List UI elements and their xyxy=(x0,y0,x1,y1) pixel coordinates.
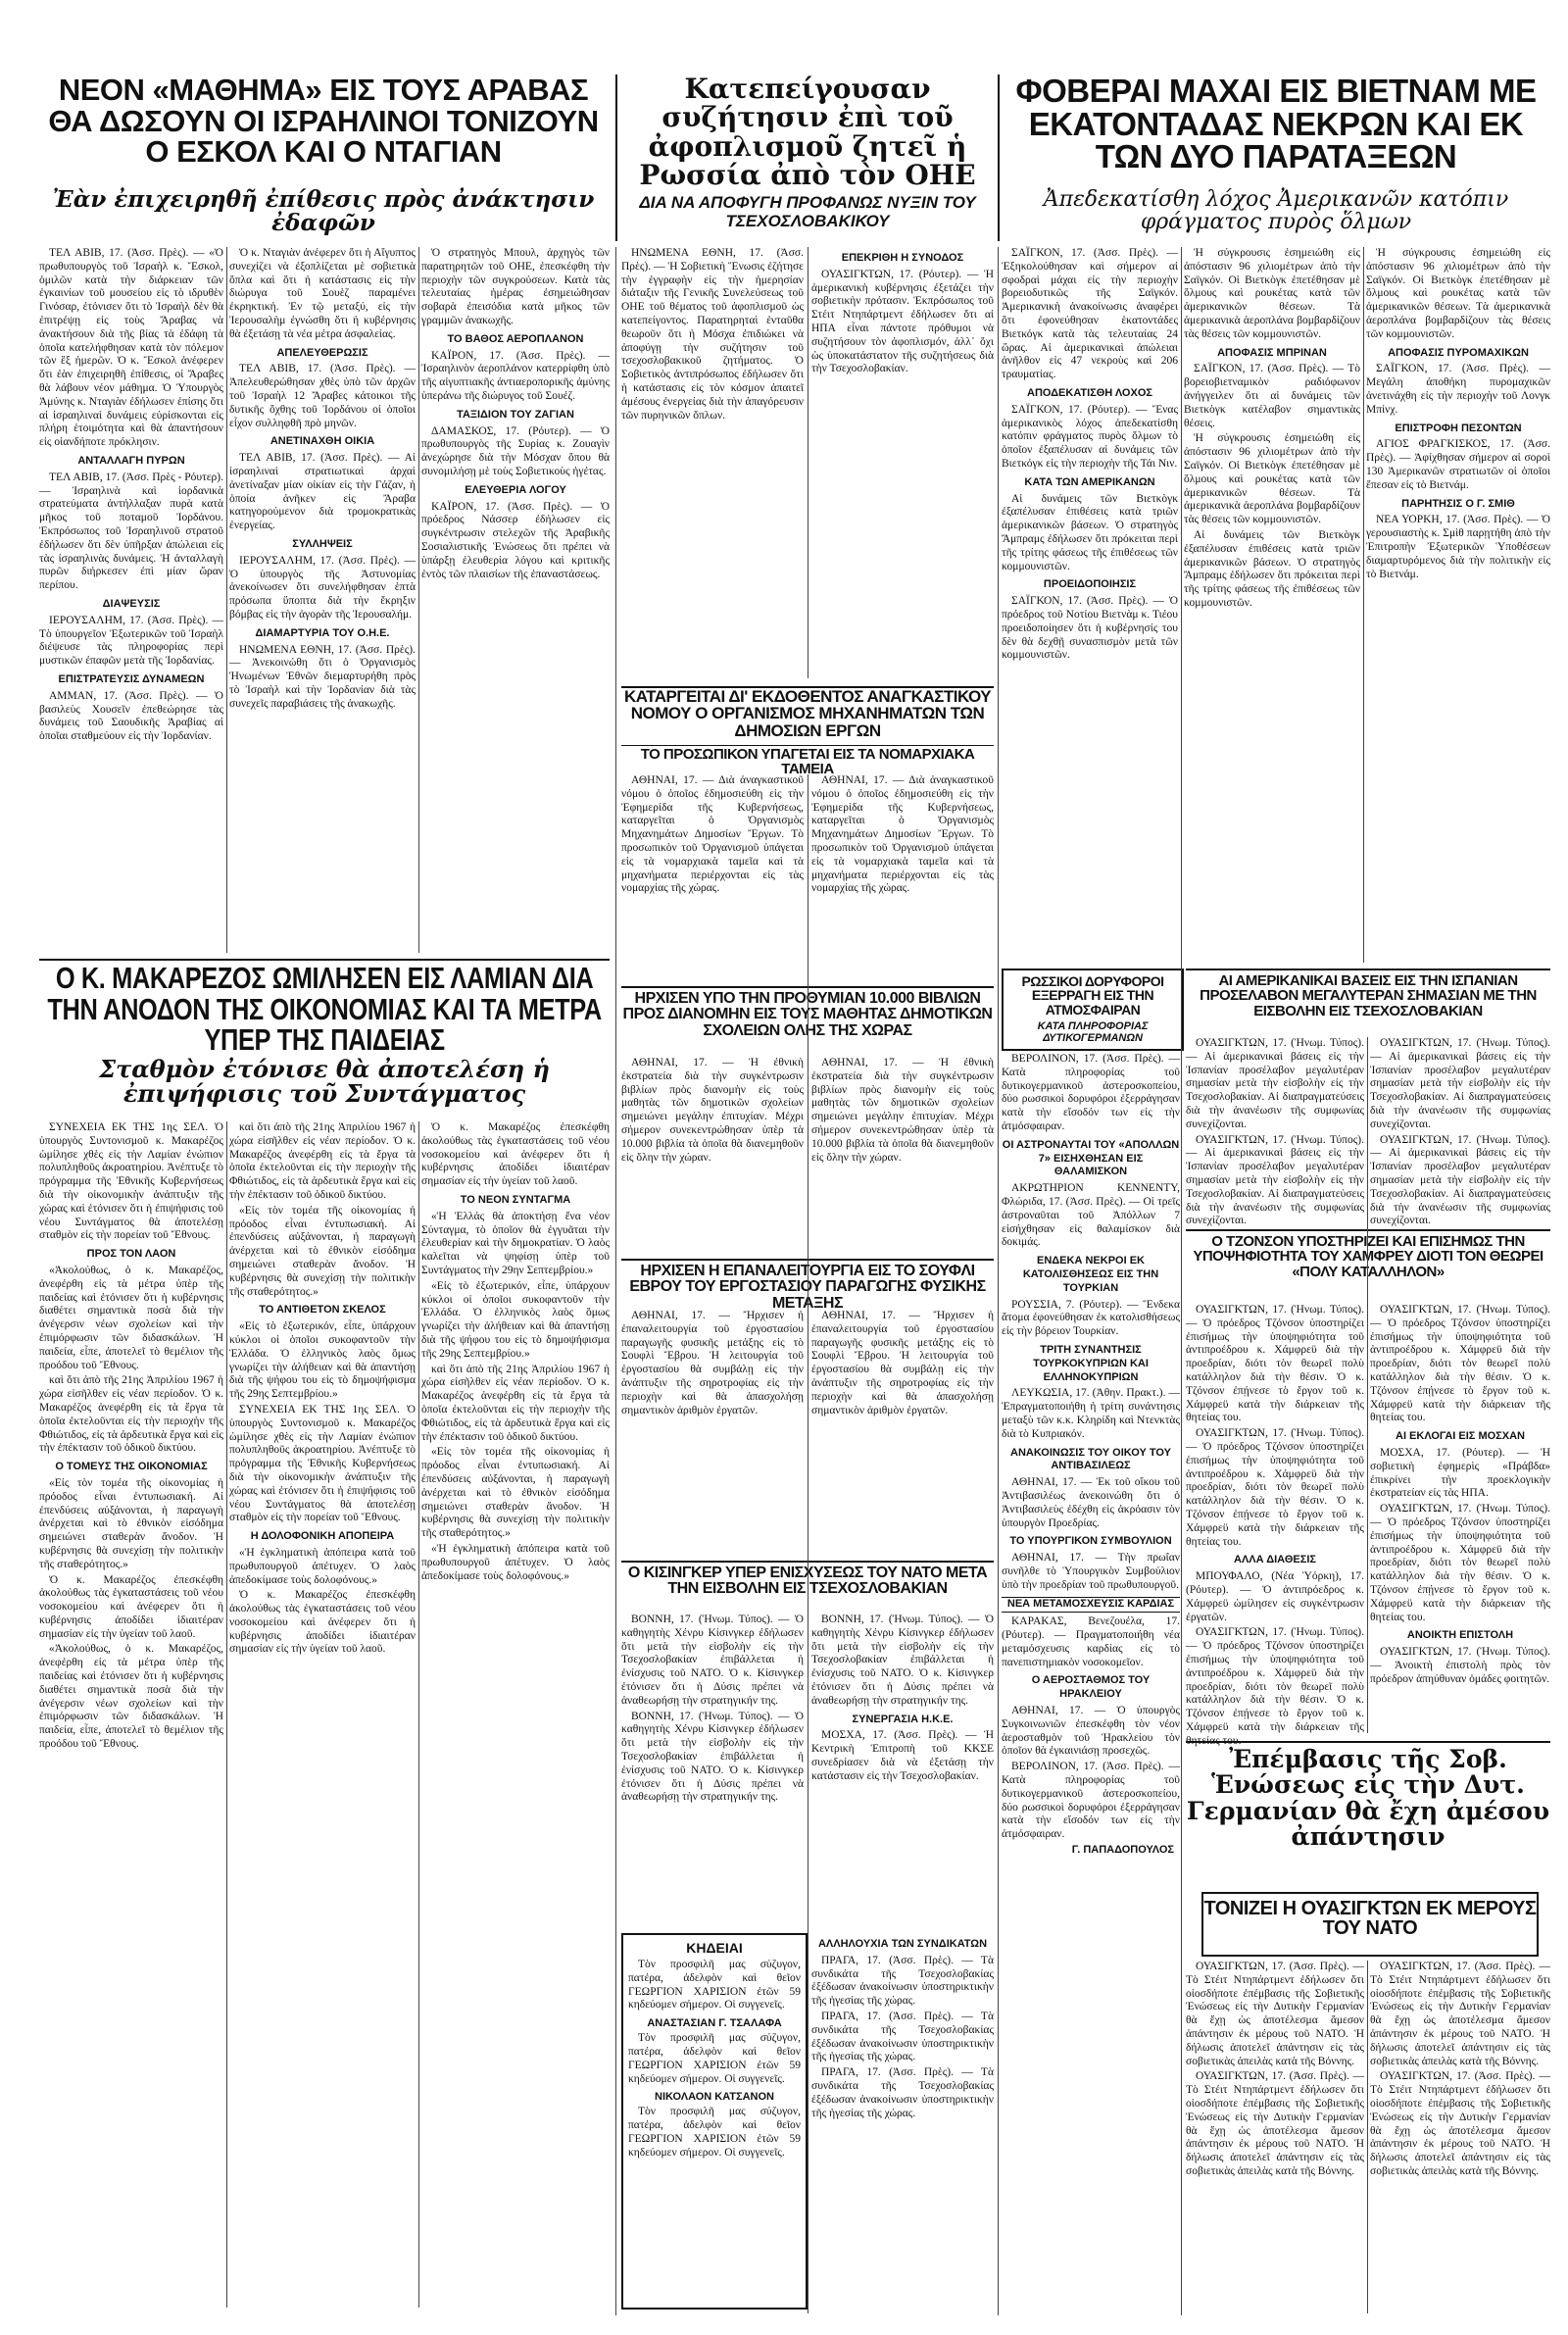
israel-column-3: Ὁ στρατηγὸς Μπουλ, ἀρχηγὸς τῶν παρατηρητῶν τοῦ ΟΗΕ, ἐπεσκέφθη τὴν περιοχὴν τῶν συγκρούσεων. Κατὰ τὰς τελευταίας ἡμέρας ἐσημειώθησαν σοβαρὰ ἐπεισόδια κατὰ μῆκος τῶν γραμμῶν ἀνακωχῆς. ΤΟ ΒΑΘΟΣ ΑΕΡΟΠΛΑΝΟΝ ΚΑΪΡΟΝ, 17. (Ἀσσ. Πρὲς). — Ἰσραηλινὸν ἀεροπλάνον κατερρίφθη ὑπὸ τῆς αἰγυπτιακῆς ἀντιαεροπορικῆς ἀμύνης ὑπεράνω τῆς διώρυγος τοῦ Σουέζ. ΤΑΞΙΔΙΟΝ ΤΟΥ ΖΑΓΙΑΝ ΔΑΜΑΣΚΟΣ, 17. (Ρόυτερ). — Ὁ πρωθυπουργὸς τῆς Συρίας κ. Ζουαγὶν ἀνεχώρησε διὰ τὴν Μόσχαν ὅπου θὰ συνομιλήσῃ μὲ τοὺς Σοβιετικοὺς ἡγέτας. ΕΛΕΥΘΕΡΙΑ ΛΟΓΟΥ ΚΑΪΡΟΝ, 17. (Ἀσσ. Πρὲς). — Ὁ πρόεδρος Νάσσερ ἐδήλωσεν εἰς συγκέντρωσιν στελεχῶν τῆς Ἀραβικῆς Σοσιαλιστικῆς Ἑνώσεως ὅτι πρέπει νὰ ὑπάρξῃ ἐλευθερία λόγου καὶ κριτικῆς ἐντὸς τῶν πλαισίων τῆς ἐπαναστάσεως. xyxy=(421,247,610,580)
humphrey-column-2: ΟΥΑΣΙΓΚΤΩΝ, 17. (Ἡνωμ. Τύπος). — Ὁ πρόεδρος Τζόνσον ὑποστηρίζει ἐπισήμως τὴν ὑποψηφιότητα τοῦ ἀντιπροέδρου κ. Χάμφρεϋ διὰ τὴν προεδρίαν, διότι τὸν θεωρεῖ πολὺ κατάλληλον διὰ τὴν θέσιν. Ὁ κ. Τζόνσον ἐπῄνεσε τὸ ἔργον τοῦ κ. Χάμφρεϋ κατὰ τὴν διάρκειαν τῆς θητείας του. ΑΙ ΕΚΛΟΓΑΙ ΕΙΣ ΜΟΣΧΑΝ ΜΟΣΧΑ, 17. (Ρόυτερ). — Ἡ σοβιετικὴ ἐφημερὶς «Πράβδα» ἐπικρίνει τὴν προεκλογικὴν ἐκστρατείαν εἰς τὰς ΗΠΑ. ΟΥΑΣΙΓΚΤΩΝ, 17. (Ἡνωμ. Τύπος). — Ὁ πρόεδρος Τζόνσον ὑποστηρίζει ἐπισήμως τὴν ὑποψηφιότητα τοῦ ἀντιπροέδρου κ. Χάμφρεϋ διὰ τὴν προεδρίαν, διότι τὸν θεωρεῖ πολὺ κατάλληλον διὰ τὴν θέσιν. Ὁ κ. Τζόνσον ἐπῄνεσε τὸ ἔργον τοῦ κ. Χάμφρεϋ κατὰ τὴν διάρκειαν τῆς θητείας του. ΑΝΟΙΚΤΗ ΕΠΙΣΤΟΛΗ ΟΥΑΣΙΓΚΤΩΝ, 17. (Ἡνωμ. Τύπος). — Ἀνοικτὴ ἐπιστολὴ πρὸς τὸν πρόεδρον ἀπηύθυναν ὁμάδες φοιτητῶν. xyxy=(1370,1304,1550,1685)
headline-germany: Ἐπέμβασις τῆς Σοβ. Ἑνώσεως εἰς τὴν Δυτ. Γερμανίαν θὰ ἔχη ἀμέσου ἀπάντησιν xyxy=(1186,1745,1550,1851)
funeral-notices: ΚΗΔΕΙΑΙ Τὸν προσφιλῆ μας σύζυγον, πατέρα, ἀδελφὸν καὶ θεῖον ΓΕΩΡΓΙΟΝ ΧΑΡΙΣΙΟΝ ἐτῶν 59 κηδεύομεν σήμερον. Οἱ συγγενεῖς. ΑΝΑΣΤΑΣΙΑΝ Γ. ΤΣΑΛΑΦΑ Τὸν προσφιλῆ μας σύζυγον, πατέρα, ἀδελφὸν καὶ θεῖον ΓΕΩΡΓΙΟΝ ΧΑΡΙΣΙΟΝ ἐτῶν 59 κηδεύομεν σήμερον. Οἱ συγγενεῖς. ΝΙΚΟΛΑΟΝ ΚΑΤΣΑΝΟΝ Τὸν προσφιλῆ μας σύζυγον, πατέρα, ἀδελφὸν καὶ θεῖον ΓΕΩΡΓΙΟΝ ΧΑΡΙΣΙΟΝ ἐτῶν 59 κηδεύομεν σήμερον. Οἱ συγγενεῖς. xyxy=(621,1933,808,2310)
humphrey-column-1: ΟΥΑΣΙΓΚΤΩΝ, 17. (Ἡνωμ. Τύπος). — Ὁ πρόεδρος Τζόνσον ὑποστηρίζει ἐπισήμως τὴν ὑποψηφιότητα τοῦ ἀντιπροέδρου κ. Χάμφρεϋ διὰ τὴν προεδρίαν, διότι τὸν θεωρεῖ πολὺ κατάλληλον διὰ τὴν θέσιν. Ὁ κ. Τζόνσον ἐπῄνεσε τὸ ἔργον τοῦ κ. Χάμφρεϋ κατὰ τὴν διάρκειαν τῆς θητείας του. ΟΥΑΣΙΓΚΤΩΝ, 17. (Ἡνωμ. Τύπος). — Ὁ πρόεδρος Τζόνσον ὑποστηρίζει ἐπισήμως τὴν ὑποψηφιότητα τοῦ ἀντιπροέδρου κ. Χάμφρεϋ διὰ τὴν προεδρίαν, διότι τὸν θεωρεῖ πολὺ κατάλληλον διὰ τὴν θέσιν. Ὁ κ. Τζόνσον ἐπῄνεσε τὸ ἔργον τοῦ κ. Χάμφρεϋ κατὰ τὴν διάρκειαν τῆς θητείας του. ΑΛΛΑ ΔΙΑΘΕΣΙΣ ΜΠΟΥΦΑΛΟ, (Νέα Ὑόρκη), 17. (Ρόυτερ). — Ὁ ἀντιπρόεδρος κ. Χάμφρεϋ ὡμίλησεν εἰς συγκέντρωσιν ἐργατῶν. ΟΥΑΣΙΓΚΤΩΝ, 17. (Ἡνωμ. Τύπος). — Ὁ πρόεδρος Τζόνσον ὑποστηρίζει ἐπισήμως τὴν ὑποψηφιότητα τοῦ ἀντιπροέδρου κ. Χάμφρεϋ διὰ τὴν προεδρίαν, διότι τὸν θεωρεῖ πολὺ κατάλληλον διὰ τὴν θέσιν. Ὁ κ. Τζόνσον ἐπῄνεσε τὸ ἔργον τοῦ κ. Χάμφρεϋ κατὰ τὴν διάρκειαν τῆς θητείας του. xyxy=(1186,1304,1364,1747)
column-rule xyxy=(1181,247,1182,2315)
headline-kissinger: Ο ΚΙΣΙΝΓΚΕΡ ΥΠΕΡ ΕΝΙΣΧΥΣΕΩΣ ΤΟΥ ΝΑΤΟ ΜΕΤΑ ΤΗΝ ΕΙΣΒΟΛΗΝ ΕΙΣ ΤΣΕΧΟΣΛΟΒΑΚΙΑΝ xyxy=(627,1565,988,1598)
makarezos-column-1: ΣΥΝΕΧΕΙΑ ΕΚ ΤΗΣ 1ης ΣΕΛ. Ὁ ὑπουργὸς Συντονισμοῦ κ. Μακαρέζος ὡμίλησε χθὲς εἰς τὴν Λαμίαν ἐνώπιον πολυπληθοῦς ἀκροατηρίου. Ἀνέπτυξε τὸ πρόγραμμα τῆς Ἐθνικῆς Κυβερνήσεως διὰ τὴν οἰκονομικὴν ἀνάπτυξιν τῆς χώρας καὶ ἐτόνισεν ὅτι ἡ ἐπιψήφισις τοῦ νέου Συντάγματος θὰ ἀποτελέσῃ σταθμὸν εἰς τὴν πορείαν τοῦ Ἔθνους. ΠΡΟΣ ΤΟΝ ΛΑΟΝ «Ἀκολούθως, ὁ κ. Μακαρέζος, ἀνεφέρθη εἰς τὰ μέτρα ὑπὲρ τῆς παιδείας καὶ ἐτόνισεν ὅτι ἡ κυβέρνησις διαθέτει σημαντικὰ ποσὰ διὰ τὴν ἀνέγερσιν νέων σχολείων καὶ τὴν ἐπιμόρφωσιν τῶν διδασκάλων. Ἡ παιδεία, εἶπε, ἀποτελεῖ τὸ θεμέλιον τῆς προόδου τοῦ Ἔθνους. καὶ ὅτι ἀπὸ τῆς 21ης Ἀπριλίου 1967 ἡ χώρα εἰσῆλθεν εἰς νέαν περίοδον. Ὁ κ. Μακαρέζος ἀνεφέρθη εἰς τὰ ἔργα τὰ ὁποῖα ἐκτελοῦνται εἰς τὴν περιοχὴν τῆς Φθιώτιδος, εἰς τὰ ἀρδευτικὰ ἔργα καὶ εἰς τὴν ἐπέκτασιν τοῦ ὁδικοῦ δικτύου. Ο ΤΟΜΕΥΣ ΤΗΣ ΟΙΚΟΝΟΜΙΑΣ «Εἰς τὸν τομέα τῆς οἰκονομίας ἡ πρόοδος εἶναι ἐντυπωσιακή. Αἱ ἐπενδύσεις αὐξάνονται, ἡ παραγωγὴ ἀνέρχεται καὶ τὸ ἐθνικὸν εἰσόδημα σημειώνει σταθερὰν ἄνοδον. Ἡ κυβέρνησις θὰ συνεχίσῃ τὴν πολιτικὴν τῆς σταθερότητος.» Ὁ κ. Μακαρέζος ἐπεσκέφθη ἀκολούθως τὰς ἐγκαταστάσεις τοῦ νέου νοσοκομείου καὶ ἀνέφερεν ὅτι ἡ κυβέρνησις ἀποδίδει ἰδιαιτέραν σημασίαν εἰς τὴν ὑγείαν τοῦ λαοῦ. «Ἀκολούθως, ὁ κ. Μακαρέζος, ἀνεφέρθη εἰς τὰ μέτρα ὑπὲρ τῆς παιδείας καὶ ἐτόνισεν ὅτι ἡ κυβέρνησις διαθέτει σημαντικὰ ποσὰ διὰ τὴν ἀνέγερσιν νέων σχολείων καὶ τὴν ἐπιμόρφωσιν τῶν διδασκάλων. Ἡ παιδεία, εἶπε, ἀποτελεῖ τὸ θεμέλιον τῆς προόδου τοῦ Ἔθνους. xyxy=(39,1121,223,1751)
column-rule xyxy=(418,247,419,953)
column-rule xyxy=(615,75,618,241)
makarezos-column-2: καὶ ὅτι ἀπὸ τῆς 21ης Ἀπριλίου 1967 ἡ χώρα εἰσῆλθεν εἰς νέαν περίοδον. Ὁ κ. Μακαρέζος ἀνεφέρθη εἰς τὰ ἔργα τὰ ὁποῖα ἐκτελοῦνται εἰς τὴν περιοχὴν τῆς Φθιώτιδος, εἰς τὰ ἀρδευτικὰ ἔργα καὶ εἰς τὴν ἐπέκτασιν τοῦ ὁδικοῦ δικτύου. «Εἰς τὸν τομέα τῆς οἰκονομίας ἡ πρόοδος εἶναι ἐντυπωσιακή. Αἱ ἐπενδύσεις αὐξάνονται, ἡ παραγωγὴ ἀνέρχεται καὶ τὸ ἐθνικὸν εἰσόδημα σημειώνει σταθερὰν ἄνοδον. Ἡ κυβέρνησις θὰ συνεχίσῃ τὴν πολιτικὴν τῆς σταθερότητος.» ΤΟ ΑΝΤΙΘΕΤΟΝ ΣΚΕΛΟΣ «Εἰς τὸ ἐξωτερικόν, εἶπε, ὑπάρχουν κύκλοι οἱ ὁποῖοι συκοφαντοῦν τὴν Ἑλλάδα. Ὁ ἑλληνικὸς λαὸς ὅμως γνωρίζει τὴν ἀλήθειαν καὶ θὰ ἀπαντήσῃ διὰ τῆς ψήφου του εἰς τὸ δημοψήφισμα τῆς 29ης Σεπτεμβρίου.» ΣΥΝΕΧΕΙΑ ΕΚ ΤΗΣ 1ης ΣΕΛ. Ὁ ὑπουργὸς Συντονισμοῦ κ. Μακαρέζος ὡμίλησε χθὲς εἰς τὴν Λαμίαν ἐνώπιον πολυπληθοῦς ἀκροατηρίου. Ἀνέπτυξε τὸ πρόγραμμα τῆς Ἐθνικῆς Κυβερνήσεως διὰ τὴν οἰκονομικὴν ἀνάπτυξιν τῆς χώρας καὶ ἐτόνισεν ὅτι ἡ ἐπιψήφισις τοῦ νέου Συντάγματος θὰ ἀποτελέσῃ σταθμὸν εἰς τὴν πορείαν τοῦ Ἔθνους. Η ΔΟΛΟΦΟΝΙΚΗ ΑΠΟΠΕΙΡΑ «Ἡ ἐγκληματικὴ ἀπόπειρα κατὰ τοῦ πρωθυπουργοῦ ἀπέτυχεν. Ὁ λαὸς ἀπεδοκίμασε τοὺς δολοφόνους.» Ὁ κ. Μακαρέζος ἐπεσκέφθη ἀκολούθως τὰς ἐγκαταστάσεις τοῦ νέου νοσοκομείου καὶ ἀνέφερεν ὅτι ἡ κυβέρνησις ἀποδίδει ἰδιαιτέραν σημασίαν εἰς τὴν ὑγείαν τοῦ λαοῦ. xyxy=(229,1121,416,1656)
headline-ussr: Κατεπείγουσαν συζήτησιν ἐπὶ τοῦ ἀφοπλισμοῦ ζητεῖ ἡ Ρωσσία ἀπὸ τὸν ΟΗΕ xyxy=(639,73,976,192)
satellites-headline-box xyxy=(1002,969,1184,1051)
subheadline-vietnam: Ἀπεδεκατίσθη λόχος Ἀμερικανῶν κατόπιν φράγματος πυρὸς ὅλμων xyxy=(1043,187,1509,235)
headline-satellites: ΡΩΣΣΙΚΟΙ ΔΟΡΥΦΟΡΟΙ ΕΞΕΡΡΑΓΗ ΕΙΣ ΤΗΝ ΑΤΜΟΣΦΑΙΡΑΝ xyxy=(1021,973,1164,1018)
ussr-column-1: ΗΝΩΜΕΝΑ ΕΘΝΗ, 17. (Ἀσσ. Πρὲς). — Ἡ Σοβιετικὴ Ἕνωσις ἐζήτησε τὴν ἐγγραφὴν εἰς τὴν ἡμερησίαν διάταξιν τῆς Γενικῆς Συνελεύσεως τοῦ ΟΗΕ τοῦ θέματος τοῦ ἀφοπλισμοῦ ὡς κατεπείγοντος. Παρατηρηταὶ ἐνταῦθα θεωροῦν ὅτι ἡ Μόσχα ἐπιδιώκει νὰ ἀποφύγῃ τὴν συζήτησιν τοῦ τσεχοσλοβακικοῦ ζητήματος. Ὁ Σοβιετικὸς ἀντιπρόσωπος ἐδήλωσεν ὅτι ἡ κατάστασις εἰς τὸν κόσμον ἀπαιτεῖ ἀμέσους ἐνεργείας διὰ τὴν ἀπαγόρευσιν τῶν πυρηνικῶν ὅπλων. xyxy=(621,247,804,422)
spain-column-2: ΟΥΑΣΙΓΚΤΩΝ, 17. (Ἡνωμ. Τύπος). — Αἱ ἀμερικανικαὶ βάσεις εἰς τὴν Ἰσπανίαν προσέλαβον μεγαλυτέραν σημασίαν μετὰ τὴν εἰσβολὴν εἰς τὴν Τσεχοσλοβακίαν. Αἱ διαπραγματεύσεις διὰ τὴν ἀνανέωσιν τῆς συμφωνίας συνεχίζονται. ΟΥΑΣΙΓΚΤΩΝ, 17. (Ἡνωμ. Τύπος). — Αἱ ἀμερικανικαὶ βάσεις εἰς τὴν Ἰσπανίαν προσέλαβον μεγαλυτέραν σημασίαν μετὰ τὴν εἰσβολὴν εἰς τὴν Τσεχοσλοβακίαν. Αἱ διαπραγματεύσεις διὰ τὴν ἀνανέωσιν τῆς συμφωνίας συνεχίζονται. xyxy=(1370,1037,1550,1227)
headline-vietnam: ΦΟΒΕΡΑΙ ΜΑΧΑΙ ΕΙΣ ΒΙΕΤΝΑΜ ΜΕ ΕΚΑΤΟΝΤΑΔΑΣ ΝΕΚΡΩΝ ΚΑΙ ΕΚ ΤΩΝ ΔΥΟ ΠΑΡΑΤΑΞΕΩΝ xyxy=(1015,73,1537,175)
headline-israel: ΝΕΟΝ «ΜΑΘΗΜΑ» ΕΙΣ ΤΟΥΣ ΑΡΑΒΑΣ ΘΑ ΔΩΣΟΥΝ ΟΙ ΙΣΡΑΗΛΙΝΟΙ ΤΟΝΙΖΟΥΝ Ο ΕΣΚΟΛ ΚΑΙ Ο ΝΤΑΓΙΑΝ xyxy=(48,73,599,170)
subheadline-makarezos: Σταθμὸν ἐτόνισε θὰ ἀποτελέση ἡ ἐπιψήφισις τοῦ Συντάγματος xyxy=(99,1055,550,1109)
spain-column-1: ΟΥΑΣΙΓΚΤΩΝ, 17. (Ἡνωμ. Τύπος). — Αἱ ἀμερικανικαὶ βάσεις εἰς τὴν Ἰσπανίαν προσέλαβον μεγαλυτέραν σημασίαν μετὰ τὴν εἰσβολὴν εἰς τὴν Τσεχοσλοβακίαν. Αἱ διαπραγματεύσεις διὰ τὴν ἀνανέωσιν τῆς συμφωνίας συνεχίζονται. ΟΥΑΣΙΓΚΤΩΝ, 17. (Ἡνωμ. Τύπος). — Αἱ ἀμερικανικαὶ βάσεις εἰς τὴν Ἰσπανίαν προσέλαβον μεγαλυτέραν σημασίαν μετὰ τὴν εἰσβολὴν εἰς τὴν Τσεχοσλοβακίαν. Αἱ διαπραγματεύσεις διὰ τὴν ἀνανέωσιν τῆς συμφωνίας συνεχίζονται. xyxy=(1186,1037,1364,1227)
column-rule xyxy=(226,247,227,953)
subheadline-decree: ΤΟ ΠΡΟΣΩΠΙΚΟΝ ΥΠΑΓΕΤΑΙ ΕΙΣ ΤΑ ΝΟΜΑΡΧΙΑΚΑ ΤΑΜΕΙΑ xyxy=(640,746,975,778)
headline-spain: ΑΙ ΑΜΕΡΙΚΑΝΙΚΑΙ ΒΑΣΕΙΣ ΕΙΣ ΤΗΝ ΙΣΠΑΝΙΑΝ ΠΡΟΣΕΛΑΒΟΝ ΜΕΓΑΛΥΤΕΡΑΝ ΣΗΜΑΣΙΑΝ ΜΕ ΤΗΝ ΕΙΣΒΟΛΗΝ ΕΙΣ ΤΣΕΧΟΣΛΟΒΑΚΙΑΝ xyxy=(1200,972,1537,1019)
misc-column: ΒΕΡΟΛΙΝΟΝ, 17. (Ἀσσ. Πρὲς). — Κατὰ πληροφορίας τοῦ δυτικογερμανικοῦ ἀστεροσκοπείου, δύο ρωσσικοὶ δορυφόροι ἐξερράγησαν κατὰ τὴν εἴσοδόν των εἰς τὴν ἀτμόσφαιραν. ΟΙ ΑΣΤΡΟΝΑΥΤΑΙ ΤΟΥ «ΑΠΟΛΛΩΝ 7» ΕΙΣΗΧΘΗΣΑΝ ΕΙΣ ΘΑΛΑΜΙΣΚΟΝ ΑΚΡΩΤΗΡΙΟΝ ΚΕΝΝΕΝΤΥ, Φλώριδα, 17. (Ἀσσ. Πρὲς). — Οἱ τρεῖς ἀστροναῦται τοῦ Ἀπόλλων 7 εἰσήχθησαν εἰς θαλαμίσκον διὰ δοκιμάς. ΕΝΔΕΚΑ ΝΕΚΡΟΙ ΕΚ ΚΑΤΟΛΙΣΘΗΣΕΩΣ ΕΙΣ ΤΗΝ ΤΟΥΡΚΙΑΝ ΡΟΥΣΣΙΑ, 7. (Ρόυτερ). — Ἕνδεκα ἄτομα ἐφονεύθησαν ἐκ κατολισθήσεως εἰς τὴν βόρειον Τουρκίαν. ΤΡΙΤΗ ΣΥΝΑΝΤΗΣΙΣ ΤΟΥΡΚΟΚΥΠΡΙΩΝ ΚΑΙ ΕΛΛΗΝΟΚΥΠΡΙΩΝ ΛΕΥΚΩΣΙΑ, 17. (Ἀθην. Πρακτ.). — Ἐπραγματοποιήθη ἡ τρίτη συνάντησις μεταξὺ τῶν κ.κ. Κληρίδη καὶ Ντενκτὰς διὰ τὸ Κυπριακόν. ΑΝΑΚΟΙΝΩΣΙΣ ΤΟΥ ΟΙΚΟΥ ΤΟΥ ΑΝΤΙΒΑΣΙΛΕΩΣ ΑΘΗΝΑΙ, 17. — Ἐκ τοῦ οἴκου τοῦ Ἀντιβασιλέως ἀνεκοινώθη ὅτι ὁ Ἀντιβασιλεὺς ἐδέχθη εἰς ἀκρόασιν τὸν ὑπουργὸν Προεδρίας. ΤΟ ΥΠΟΥΡΓΙΚΟΝ ΣΥΜΒΟΥΛΙΟΝ ΑΘΗΝΑΙ, 17. — Τὴν πρωΐαν συνῆλθε τὸ Ὑπουργικὸν Συμβούλιον ὑπὸ τὴν προεδρίαν τοῦ πρωθυπουργοῦ. ΝΕΑ ΜΕΤΑΜΟΣΧΕΥΣΙΣ ΚΑΡΔΙΑΣ ΚΑΡΑΚΑΣ, Βενεζουέλα, 17. (Ρόυτερ). — Πραγματοποιήθη νέα μεταμόσχευσις καρδίας εἰς τὸ πανεπιστημιακὸν νοσοκομεῖον. Ο ΑΕΡΟΣΤΑΘΜΟΣ ΤΟΥ ΗΡΑΚΛΕΙΟΥ ΑΘΗΝΑΙ, 17. — Ὁ ὑπουργὸς Συγκοινωνιῶν ἐπεσκέφθη τὸν νέον ἀεροσταθμὸν τοῦ Ἡρακλείου τὸν ὁποῖον θὰ ἐγκαινιάσῃ προσεχῶς. ΒΕΡΟΛΙΝΟΝ, 17. (Ἀσσ. Πρὲς). — Κατὰ πληροφορίας τοῦ δυτικογερμανικοῦ ἀστεροσκοπείου, δύο ρωσσικοὶ δορυφόροι ἐξερράγησαν κατὰ τὴν εἴσοδόν των εἰς τὴν ἀτμόσφαιραν. Γ. ΠΑΠΑΔΟΠΟΥΛΟΣ xyxy=(1002,1053,1180,1857)
column-rule xyxy=(615,247,616,2315)
headline-books: ΗΡΧΙΣΕΝ ΥΠΟ ΤΗΝ ΠΡΟΘΥΜΙΑΝ 10.000 ΒΙΒΛΙΩΝ ΠΡΟΣ ΔΙΑΝΟΜΗΝ ΕΙΣ ΤΟΥΣ ΜΑΘΗΤΑΣ ΔΗΜΟΤΙΚΩΝ ΣΧΟΛΕΙΩΝ ΟΛΗΣ ΤΗΣ ΧΩΡΑΣ xyxy=(622,990,993,1039)
subheadline-satellites: ΚΑΤΑ ΠΛΗΡΟΦΟΡΙΑΣ ΔΥΤΙΚΟΓΕΡΜΑΝΩΝ xyxy=(1037,1019,1149,1044)
spain-headline-box xyxy=(1186,969,1550,1035)
makarezos-headline-box xyxy=(39,959,610,1057)
column-rule xyxy=(998,247,999,2315)
germany-headline-box xyxy=(1186,1741,1550,1890)
column-rule xyxy=(1363,247,1364,963)
headline-decree: ΚΑΤΑΡΓΕΙΤΑΙ ΔΙ' ΕΚΔΟΘΕΝΤΟΣ ΑΝΑΓΚΑΣΤΙΚΟΥ ΝΟΜΟΥ Ο ΟΡΓΑΝΙΣΜΟΣ ΜΗΧΑΝΗΜΑΤΩΝ ΤΩΝ ΔΗΜΟΣΙΩΝ ΕΡΓΩΝ xyxy=(623,687,992,740)
israel-column-1: ΤΕΛ ΑΒΙΒ, 17. (Ἀσσ. Πρὲς). — «Ὁ πρωθυπουργὸς τοῦ Ἰσραὴλ κ. Ἔσκολ, ὁμιλῶν κατὰ τὴν διάρκειαν τῶν ἐγκαινίων τοῦ μουσείου εἰς τὸ ιδρυθὲν Γινόσαρ, ἐτόνισεν ὅτι τὸ Ἰσραὴλ δὲν θὰ ἐπιτρέψῃ εἰς τοὺς Ἄραβας νὰ ἀνακτήσουν διὰ τῆς βίας τὰ ἐδάφη τὰ ὁποῖα κατελήφθησαν κατὰ τὸν πόλεμον τῶν ἓξ ἡμερῶν. Ὁ κ. Ἔσκολ ἀνέφερεν ὅτι ἐὰν ἐπιχειρηθῆ ἐπίθεσις, οἱ Ἄραβες θὰ λάβουν νέον μάθημα. Ὁ Ὑπουργὸς Ἀμύνης κ. Νταγιὰν ἐδήλωσεν ἐπίσης ὅτι αἱ ἰσραηλιναὶ δυνάμεις εὑρίσκονται εἰς πλήρη ἑτοιμότητα καὶ θὰ ἀπαντήσουν εἰς οἱανδήποτε πρόκλησιν. ΑΝΤΑΛΛΑΓΗ ΠΥΡΩΝ ΤΕΛ ΑΒΙΒ, 17. (Ἀσσ. Πρὲς - Ρόυτερ). — Ἰσραηλινὰ καὶ ἰορδανικὰ στρατεύματα ἀντήλλαξαν πυρὰ κατὰ μῆκος τοῦ ποταμοῦ Ἰορδάνου. Ἐκπρόσωπος τοῦ Ἰσραηλινοῦ στρατοῦ ἐδήλωσεν ὅτι δὲν ὑπῆρξαν ἀπώλειαι εἰς τὰς ἰσραηλινὰς δυνάμεις. Ἡ ἀνταλλαγὴ πυρῶν διήρκεσεν ἐπὶ μίαν ὥραν περίπου. ΔΙΑΨΕΥΣΙΣ ΙΕΡΟΥΣΑΛΗΜ, 17. (Ἀσσ. Πρὲς). — Τὸ ὑπουργεῖον Ἐξωτερικῶν τοῦ Ἰσραὴλ διέψευσε τὰς πληροφορίας περὶ μυστικῶν ἐπαφῶν μετὰ τῆς Ἰορδανίας. ΕΠΙΣΤΡΑΤΕΥΣΙΣ ΔΥΝΑΜΕΩΝ ΑΜΜΑΝ, 17. (Ἀσσ. Πρὲς). — Ὁ βασιλεὺς Χουσεῖν ἐπεθεώρησε τὰς δυνάμεις τοῦ Σαουδικῆς Ἀραβίας αἱ ὁποῖαι σταθμεύουν εἰς τὴν Ἰορδανίαν. xyxy=(39,247,223,743)
makarezos-column-3: Ὁ κ. Μακαρέζος ἐπεσκέφθη ἀκολούθως τὰς ἐγκαταστάσεις τοῦ νέου νοσοκομείου καὶ ἀνέφερεν ὅτι ἡ κυβέρνησις ἀποδίδει ἰδιαιτέραν σημασίαν εἰς τὴν ὑγείαν τοῦ λαοῦ. ΤΟ ΝΕΟΝ ΣΥΝΤΑΓΜΑ «Ἡ Ἑλλάς θὰ ἀποκτήσῃ ἕνα νέον Σύνταγμα, τὸ ὁποῖον θὰ ἐγγυᾶται τὴν ἐλευθερίαν καὶ τὴν δημοκρατίαν. Ὁ λαὸς καλεῖται νὰ ψηφίσῃ ὑπὲρ τοῦ Συντάγματος τὴν 29ην Σεπτεμβρίου.» «Εἰς τὸ ἐξωτερικόν, εἶπε, ὑπάρχουν κύκλοι οἱ ὁποῖοι συκοφαντοῦν τὴν Ἑλλάδα. Ὁ ἑλληνικὸς λαὸς ὅμως γνωρίζει τὴν ἀλήθειαν καὶ θὰ ἀπαντήσῃ διὰ τῆς ψήφου του εἰς τὸ δημοψήφισμα τῆς 29ης Σεπτεμβρίου.» καὶ ὅτι ἀπὸ τῆς 21ης Ἀπριλίου 1967 ἡ χώρα εἰσῆλθεν εἰς νέαν περίοδον. Ὁ κ. Μακαρέζος ἀνεφέρθη εἰς τὰ ἔργα τὰ ὁποῖα ἐκτελοῦνται εἰς τὴν περιοχὴν τῆς Φθιώτιδος, εἰς τὰ ἀρδευτικὰ ἔργα καὶ εἰς τὴν ἐπέκτασιν τοῦ ὁδικοῦ δικτύου. «Εἰς τὸν τομέα τῆς οἰκονομίας ἡ πρόοδος εἶναι ἐντυπωσιακή. Αἱ ἐπενδύσεις αὐξάνονται, ἡ παραγωγὴ ἀνέρχεται καὶ τὸ ἐθνικὸν εἰσόδημα σημειώνει σταθερὰν ἄνοδον. Ἡ κυβέρνησις θὰ συνεχίσῃ τὴν πολιτικὴν τῆς σταθερότητος.» «Ἡ ἐγκληματικὴ ἀπόπειρα κατὰ τοῦ πρωθυπουργοῦ ἀπέτυχεν. Ὁ λαὸς ἀπεδοκίμασε τοὺς δολοφόνους.» xyxy=(421,1121,610,1582)
headline-humphrey: Ο ΤΖΟΝΣΟΝ ΥΠΟΣΤΗΡΙΖΕΙ ΚΑΙ ΕΠΙΣΗΜΩΣ ΤΗΝ ΥΠΟΨΗΦΙΟΤΗΤΑ ΤΟΥ ΧΑΜΦΡΕΥ ΔΙΟΤΙ ΤΟΝ ΘΕΩΡΕΙ «ΠΟΛΥ ΚΑΤΑΛΛΗΛΟΝ» xyxy=(1193,1233,1544,1280)
soufli-column-2: ΑΘΗΝΑΙ, 17. — Ἤρχισεν ἡ ἐπαναλειτουργία τοῦ ἐργοστασίου παραγωγῆς φυσικῆς μετάξης εἰς τὸ Σουφλὶ Ἔβρου. Ἡ λειτουργία τοῦ ἐργοστασίου θὰ συμβάλῃ εἰς τὴν ἀνάπτυξιν τῆς σηροτροφίας εἰς τὴν περιοχὴν καὶ θὰ ἀπασχολήσῃ σημαντικὸν ἀριθμὸν ἐργατῶν. xyxy=(811,1310,994,1416)
column-rule xyxy=(226,1121,227,2308)
column-rule xyxy=(1367,1961,1368,2313)
subheadline-germany: ΤΟΝΙΖΕΙ Η ΟΥΑΣΙΓΚΤΩΝ ΕΚ ΜΕΡΟΥΣ ΤΟΥ ΝΑΤΟ xyxy=(1203,1898,1537,1940)
israel-column-2: Ὁ κ. Νταγιὰν ἀνέφερεν ὅτι ἡ Αἴγυπτος συνεχίζει νὰ ἐξοπλίζεται μὲ σοβιετικὰ ὅπλα καὶ ὅτι ἡ κατάστασις εἰς τὴν διώρυγα τοῦ Σουὲζ παραμένει ἐκρηκτική. Ἐν τῷ μεταξύ, εἰς τὴν Ἰερουσαλὴμ ἐγνώσθη ὅτι ἡ κυβέρνησις θὰ ἐξετάσῃ τὰ νέα μέτρα ἀσφαλείας. ΑΠΕΛΕΥΘΕΡΩΣΙΣ ΤΕΛ ΑΒΙΒ, 17. (Ἀσσ. Πρὲς). — Ἀπελευθερώθησαν χθὲς ὑπὸ τῶν ἀρχῶν τοῦ Ἰσραὴλ 12 Ἄραβες κάτοικοι τῆς δυτικῆς ὄχθης τοῦ Ἰορδάνου οἱ ὁποῖοι εἶχον συλληφθῆ πρὸ μηνῶν. ΑΝΕΤΙΝΑΧΘΗ ΟΙΚΙΑ ΤΕΛ ΑΒΙΒ, 17. (Ἀσσ. Πρὲς). — Αἱ ἰσραηλιναὶ στρατιωτικαὶ ἀρχαὶ ἀνετίναξαν μίαν οἰκίαν εἰς τὴν Γάζαν, ἡ ὁποία ἀνῆκεν εἰς Ἄραβα κατηγορούμενον διὰ τρομοκρατικὰς ἐνεργείας. ΣΥΛΛΗΨΕΙΣ ΙΕΡΟΥΣΑΛΗΜ, 17. (Ἀσσ. Πρὲς). — Ὁ ὑπουργὸς τῆς Ἀστυνομίας ἀνεκοίνωσεν ὅτι συνελήφθησαν ἑπτὰ πρόσωπα ὕποπτα διὰ τὴν ἔκρηξιν βόμβας εἰς τὴν ἀγορὰν τῆς Ἰερουσαλήμ. ΔΙΑΜΑΡΤΥΡΙΑ ΤΟΥ Ο.Η.Ε. ΗΝΩΜΕΝΑ ΕΘΝΗ, 17. (Ἀσσ. Πρὲς). — Ἀνεκοινώθη ὅτι ὁ Ὀργανισμὸς Ἡνωμένων Ἐθνῶν διεμαρτυρήθη πρὸς τὸ Ἰσραὴλ καὶ τὴν Ἰορδανίαν διὰ τὰς συνεχεῖς παραβιάσεις τῆς ἀνακωχῆς. xyxy=(229,247,416,710)
subheadline-ussr: ΔΙΑ ΝΑ ΑΠΟΦΥΓΗ ΠΡΟΦΑΝΩΣ ΝΥΞΙΝ ΤΟΥ ΤΣΕΧΟΣΛΟΒΑΚΙΚΟΥ xyxy=(639,193,976,230)
vietnam-column-1: ΣΑΪΓΚΟΝ, 17. (Ἀσσ. Πρὲς). — Ἐξηκολούθησαν καὶ σήμερον αἱ σφοδραὶ μάχαι εἰς τὴν περιοχὴν βορειοδυτικῶς τῆς Σαϊγκόν. Ἀμερικανικὴ ἀνακοίνωσις ἀναφέρει ὅτι ἐφονεύθησαν ἑκατοντάδες Βιετκόγκ κατὰ τὰς τελευταίας 24 ὥρας. Αἱ ἀμερικανικαὶ ἀπώλειαι ἀνῆλθον εἰς 47 νεκροὺς καὶ 206 τραυματίας. ΑΠΟΔΕΚΑΤΙΣΘΗ ΛΟΧΟΣ ΣΑΪΓΚΟΝ, 17. (Ρόυτερ). — Ἕνας ἀμερικανικὸς λόχος ἀπεδεκατίσθη κατόπιν φράγματος πυρὸς ὅλμων τὸ ὁποῖον ἐξαπέλυσαν αἱ δυνάμεις τῶν Βιετκόγκ εἰς τὴν περιοχὴν τῆς Τάι Νιν. ΚΑΤΑ ΤΩΝ ΑΜΕΡΙΚΑΝΩΝ Αἱ δυνάμεις τῶν Βιετκὸγκ ἐξαπέλυσαν ἐπιθέσεις κατὰ τριῶν ἀμερικανικῶν βάσεων. Ὁ στρατηγὸς Ἄμπραμς ἐδήλωσεν ὅτι πρόκειται περὶ τῆς τρίτης φάσεως τῆς ἐπιθέσεως τῶν κομμουνιστῶν. ΠΡΟΕΙΔΟΠΟΙΗΣΙΣ ΣΑΪΓΚΟΝ, 17. (Ἀσσ. Πρὲς). — Ὁ πρόεδρος τοῦ Νοτίου Βιετνὰμ κ. Τιέου προειδοποίησεν ὅτι ἡ κυβέρνησίς του δὲν θὰ δεχθῇ συνασπισμὸν μετὰ τῶν κομμουνιστῶν. xyxy=(1002,247,1178,662)
column-rule xyxy=(998,75,1001,241)
ussr-column-2: ΕΠΕΚΡΙΘΗ Η ΣΥΝΟΔΟΣ ΟΥΑΣΙΓΚΤΩΝ, 17. (Ρόυτερ). — Ἡ ἀμερικανικὴ κυβέρνησις ἐξετάζει τὴν σοβιετικὴν πρότασιν. Ἐκπρόσωπος τοῦ Στέιτ Ντηπάρτμεντ ἐδήλωσεν ὅτι αἱ ΗΠΑ εἶναι πάντοτε πρόθυμοι νὰ συζητήσουν τὸν ἀφοπλισμόν, ἀλλ᾽ ὄχι ὡς ὑποκατάστατον τῆς συζητήσεως διὰ τὴν Τσεχοσλοβακίαν. xyxy=(811,252,994,375)
headline-makarezos: Ο Κ. ΜΑΚΑΡΕΖΟΣ ΩΜΙΛΗΣΕΝ ΕΙΣ ΛΑΜΙΑΝ ΔΙΑ ΤΗΝ ΑΝΟΔΟΝ ΤΗΣ ΟΙΚΟΝΟΜΙΑΣ ΚΑΙ ΤΑ ΜΕΤΡΑ ΥΠΕΡ ΤΗΣ ΠΑΙΔΕΙΑΣ xyxy=(47,961,602,1058)
books-column-2: ΑΘΗΝΑΙ, 17. — Ἡ ἐθνικὴ ἐκστρατεία διὰ τὴν συγκέντρωσιν βιβλίων πρὸς διανομὴν εἰς τοὺς μαθητὰς τῶν δημοτικῶν σχολείων σημειώνει μεγάλην ἐπιτυχίαν. Μέχρι σήμερον συνεκεντρώθησαν ὑπὲρ τὰ 10.000 βιβλία τὰ ὁποῖα θὰ διανεμηθοῦν εἰς ὅλην τὴν χώραν. xyxy=(811,1057,994,1164)
syndicates-column: ΑΛΛΗΛΟΥΧΙΑ ΤΩΝ ΣΥΝΔΙΚΑΤΩΝ ΠΡΑΓΑ, 17. (Ἀσσ. Πρὲς). — Τὰ συνδικάτα τῆς Τσεχοσλοβακίας ἐξέδωσαν ἀνακοίνωσιν ὑποστηρικτικὴν τῆς ἡγεσίας τῆς χώρας. ΠΡΑΓΑ, 17. (Ἀσσ. Πρὲς). — Τὰ συνδικάτα τῆς Τσεχοσλοβακίας ἐξέδωσαν ἀνακοίνωσιν ὑποστηρικτικὴν τῆς ἡγεσίας τῆς χώρας. ΠΡΑΓΑ, 17. (Ἀσσ. Πρὲς). — Τὰ συνδικάτα τῆς Τσεχοσλοβακίας ἐξέδωσαν ἀνακοίνωσιν ὑποστηρικτικὴν τῆς ἡγεσίας τῆς χώρας. xyxy=(811,1938,994,2119)
decree-column-1: ΑΘΗΝΑΙ, 17. — Διὰ ἀναγκαστικοῦ νόμου ὁ ὁποῖος ἐδημοσιεύθη εἰς τὴν Ἐφημερίδα τῆς Κυβερνήσεως, καταργεῖται ὁ Ὀργανισμὸς Μηχανημάτων Δημοσίων Ἔργων. Τὸ προσωπικὸν τοῦ Ὀργανισμοῦ ὑπάγεται εἰς τὰ νομαρχιακὰ ταμεῖα καὶ τὰ μηχανήματα περιέρχονται εἰς τὰς νομαρχίας τῆς χώρας. xyxy=(621,774,804,895)
germany-column-2: ΟΥΑΣΙΓΚΤΩΝ, 17. (Ἀσσ. Πρὲς). — Τὸ Στέιτ Ντηπάρτμεντ ἐδήλωσεν ὅτι οἱοσδήποτε ἐπέμβασις τῆς Σοβιετικῆς Ἑνώσεως εἰς τὴν Δυτικὴν Γερμανίαν θὰ ἔχῃ ὡς ἀποτέλεσμα ἄμεσον ἀπάντησιν ἐκ μέρους τοῦ ΝΑΤΟ. Ἡ δήλωσις ἀποτελεῖ ἀπάντησιν εἰς τὰς σοβιετικὰς ἀπειλὰς κατὰ τῆς Βόννης. ΟΥΑΣΙΓΚΤΩΝ, 17. (Ἀσσ. Πρὲς). — Τὸ Στέιτ Ντηπάρτμεντ ἐδήλωσεν ὅτι οἱοσδήποτε ἐπέμβασις τῆς Σοβιετικῆς Ἑνώσεως εἰς τὴν Δυτικὴν Γερμανίαν θὰ ἔχῃ ὡς ἀποτέλεσμα ἄμεσον ἀπάντησιν ἐκ μέρους τοῦ ΝΑΤΟ. Ἡ δήλωσις ἀποτελεῖ ἀπάντησιν εἰς τὰς σοβιετικὰς ἀπειλὰς κατὰ τῆς Βόννης. xyxy=(1370,1961,1550,2177)
kissinger-column-2: ΒΟΝΝΗ, 17. (Ἡνωμ. Τύπος). — Ὁ καθηγητὴς Χένρυ Κίσινγκερ ἐδήλωσεν ὅτι μετὰ τὴν εἰσβολὴν εἰς τὴν Τσεχοσλοβακίαν ἐπιβάλλεται ἡ ἐνίσχυσις τοῦ ΝΑΤΟ. Ὁ κ. Κίσινγκερ ἐτόνισεν ὅτι ἡ Δύσις πρέπει νὰ ἀναθεωρήσῃ τὴν στρατηγικήν της. ΣΥΝΕΡΓΑΣΙΑ Η.Κ.Ε. ΜΟΣΧΑ, 17. (Ἀσσ. Πρὲς). — Ἡ Κεντρικὴ Ἐπιτροπὴ τοῦ ΚΚΣΕ συνεδρίασεν διὰ νὰ ἐξετάσῃ τὴν κατάστασιν εἰς τὴν Τσεχοσλοβακίαν. xyxy=(811,1614,994,1782)
soufli-column-1: ΑΘΗΝΑΙ, 17. — Ἤρχισεν ἡ ἐπαναλειτουργία τοῦ ἐργοστασίου παραγωγῆς φυσικῆς μετάξης εἰς τὸ Σουφλὶ Ἔβρου. Ἡ λειτουργία τοῦ ἐργοστασίου θὰ συμβάλῃ εἰς τὴν ἀνάπτυξιν τῆς σηροτροφίας εἰς τὴν περιοχὴν καὶ θὰ ἀπασχολήσῃ σημαντικὸν ἀριθμὸν ἐργατῶν. xyxy=(621,1310,804,1416)
books-column-1: ΑΘΗΝΑΙ, 17. — Ἡ ἐθνικὴ ἐκστρατεία διὰ τὴν συγκέντρωσιν βιβλίων πρὸς διανομὴν εἰς τοὺς μαθητὰς τῶν δημοτικῶν σχολείων σημειώνει μεγάλην ἐπιτυχίαν. Μέχρι σήμερον συνεκεντρώθησαν ὑπὲρ τὰ 10.000 βιβλία τὰ ὁποῖα θὰ διανεμηθοῦν εἰς ὅλην τὴν χώραν. xyxy=(621,1057,804,1164)
kissinger-column-1: ΒΟΝΝΗ, 17. (Ἡνωμ. Τύπος). — Ὁ καθηγητὴς Χένρυ Κίσινγκερ ἐδήλωσεν ὅτι μετὰ τὴν εἰσβολὴν εἰς τὴν Τσεχοσλοβακίαν ἐπιβάλλεται ἡ ἐνίσχυσις τοῦ ΝΑΤΟ. Ὁ κ. Κίσινγκερ ἐτόνισεν ὅτι ἡ Δύσις πρέπει νὰ ἀναθεωρήσῃ τὴν στρατηγικήν της. ΒΟΝΝΗ, 17. (Ἡνωμ. Τύπος). — Ὁ καθηγητὴς Χένρυ Κίσινγκερ ἐδήλωσεν ὅτι μετὰ τὴν εἰσβολὴν εἰς τὴν Τσεχοσλοβακίαν ἐπιβάλλεται ἡ ἐνίσχυσις τοῦ ΝΑΤΟ. Ὁ κ. Κίσινγκερ ἐτόνισεν ὅτι ἡ Δύσις πρέπει νὰ ἀναθεωρήσῃ τὴν στρατηγικήν της. xyxy=(621,1614,804,1804)
vietnam-column-2: Ἡ σύγκρουσις ἐσημειώθη εἰς ἀπόστασιν 96 χιλιομέτρων ἀπὸ τὴν Σαϊγκόν. Οἱ Βιετκὸγκ ἐπετέθησαν μὲ ὅλμους καὶ ρουκέτας κατὰ τῶν ἀμερικανικῶν θέσεων. Τὰ ἀμερικανικὰ ἀεροπλάνα βομβαρδίζουν τὰς θέσεις τῶν κομμουνιστῶν. ΑΠΟΦΑΣΙΣ ΜΠΡΙΝΑΝ ΣΑΪΓΚΟΝ, 17. (Ἀσσ. Πρὲς). — Τὸ βορειοβιετναμικὸν ραδιόφωνον ἀνήγγειλεν ὅτι αἱ δυνάμεις τῶν Βιετκὸγκ κατέλαβον σημαντικὰς θέσεις. Ἡ σύγκρουσις ἐσημειώθη εἰς ἀπόστασιν 96 χιλιομέτρων ἀπὸ τὴν Σαϊγκόν. Οἱ Βιετκὸγκ ἐπετέθησαν μὲ ὅλμους καὶ ρουκέτας κατὰ τῶν ἀμερικανικῶν θέσεων. Τὰ ἀμερικανικὰ ἀεροπλάνα βομβαρδίζουν τὰς θέσεις τῶν κομμουνιστῶν. Αἱ δυνάμεις τῶν Βιετκὸγκ ἐξαπέλυσαν ἐπιθέσεις κατὰ τριῶν ἀμερικανικῶν βάσεων. Ὁ στρατηγὸς Ἄμπραμς ἐδήλωσεν ὅτι πρόκειται περὶ τῆς τρίτης φάσεως τῆς ἐπιθέσεως τῶν κομμουνιστῶν. xyxy=(1184,247,1360,609)
column-rule xyxy=(418,1121,419,2308)
column-rule xyxy=(1367,1037,1368,1733)
vietnam-column-3: Ἡ σύγκρουσις ἐσημειώθη εἰς ἀπόστασιν 96 χιλιομέτρων ἀπὸ τὴν Σαϊγκόν. Οἱ Βιετκὸγκ ἐπετέθησαν μὲ ὅλμους καὶ ρουκέτας κατὰ τῶν ἀμερικανικῶν θέσεων. Τὰ ἀμερικανικὰ ἀεροπλάνα βομβαρδίζουν τὰς θέσεις τῶν κομμουνιστῶν. ΑΠΟΦΑΣΙΣ ΠΥΡΟΜΑΧΙΚΩΝ ΣΑΪΓΚΟΝ, 17. (Ἀσσ. Πρὲς). — Μεγάλη ἀποθήκη πυρομαχικῶν ἀνετινάχθη εἰς τὴν περιοχὴν τοῦ Λονγκ Μπίνχ. ΕΠΙΣΤΡΟΦΗ ΠΕΣΟΝΤΩΝ ΑΓΙΟΣ ΦΡΑΓΚΙΣΚΟΣ, 17. (Ἀσσ. Πρὲς). — Ἀφίχθησαν σήμερον αἱ σοροὶ 130 Ἀμερικανῶν στρατιωτῶν οἱ ὁποῖοι ἔπεσαν εἰς τὸ Βιετνάμ. ΠΑΡΗΤΗΣΙΣ Ο Γ. ΣΜΙΘ ΝΕΑ ΥΟΡΚΗ, 17. (Ἀσσ. Πρὲς). — Ὁ γερουσιαστὴς κ. Σμὶθ παρῃτήθη ἀπὸ τὴν Ἐπιτροπὴν Ἐξωτερικῶν Ὑποθέσεων διαμαρτυρόμενος διὰ τὴν πολιτικὴν εἰς τὸ Βιετνάμ. xyxy=(1366,247,1550,580)
signature: Γ. ΠΑΠΑΔΟΠΟΥΛΟΣ xyxy=(1071,1844,1174,1857)
decree-headline-box xyxy=(621,686,994,746)
headline-soufli: ΗΡΧΙΣΕΝ Η ΕΠΑΝΑΛΕΙΤΟΥΡΓΙΑ ΕΙΣ ΤΟ ΣΟΥΦΛΙ ΕΒΡΟΥ ΤΟΥ ΕΡΓΟΣΤΑΣΙΟΥ ΠΑΡΑΓΩΓΗΣ ΦΥΣΙΚΗΣ ΜΕΤΑΞΗΣ xyxy=(629,1263,986,1312)
decree-column-2: ΑΘΗΝΑΙ, 17. — Διὰ ἀναγκαστικοῦ νόμου ὁ ὁποῖος ἐδημοσιεύθη εἰς τὴν Ἐφημερίδα τῆς Κυβερνήσεως, καταργεῖται ὁ Ὀργανισμὸς Μηχανημάτων Δημοσίων Ἔργων. Τὸ προσωπικὸν τοῦ Ὀργανισμοῦ ὑπάγεται εἰς τὰ νομαρχιακὰ ταμεῖα καὶ τὰ μηχανήματα περιέρχονται εἰς τὰς νομαρχίας τῆς χώρας. xyxy=(811,774,994,895)
germany-subheadline-box xyxy=(1201,1892,1539,1957)
subheadline-israel: Ἐὰν ἐπιχειρηθῆ ἐπίθεσις πρὸς ἀνάκτησιν ἐδαφῶν xyxy=(52,186,595,237)
germany-column-1: ΟΥΑΣΙΓΚΤΩΝ, 17. (Ἀσσ. Πρὲς). — Τὸ Στέιτ Ντηπάρτμεντ ἐδήλωσεν ὅτι οἱοσδήποτε ἐπέμβασις τῆς Σοβιετικῆς Ἑνώσεως εἰς τὴν Δυτικὴν Γερμανίαν θὰ ἔχῃ ὡς ἀποτέλεσμα ἄμεσον ἀπάντησιν ἐκ μέρους τοῦ ΝΑΤΟ. Ἡ δήλωσις ἀποτελεῖ ἀπάντησιν εἰς τὰς σοβιετικὰς ἀπειλὰς κατὰ τῆς Βόννης. ΟΥΑΣΙΓΚΤΩΝ, 17. (Ἀσσ. Πρὲς). — Τὸ Στέιτ Ντηπάρτμεντ ἐδήλωσεν ὅτι οἱοσδήποτε ἐπέμβασις τῆς Σοβιετικῆς Ἑνώσεως εἰς τὴν Δυτικὴν Γερμανίαν θὰ ἔχῃ ὡς ἀποτέλεσμα ἄμεσον ἀπάντησιν ἐκ μέρους τοῦ ΝΑΤΟ. Ἡ δήλωσις ἀποτελεῖ ἀπάντησιν εἰς τὰς σοβιετικὰς ἀπειλὰς κατὰ τῆς Βόννης. xyxy=(1186,1961,1364,2177)
humphrey-headline-box xyxy=(1186,1229,1550,1300)
